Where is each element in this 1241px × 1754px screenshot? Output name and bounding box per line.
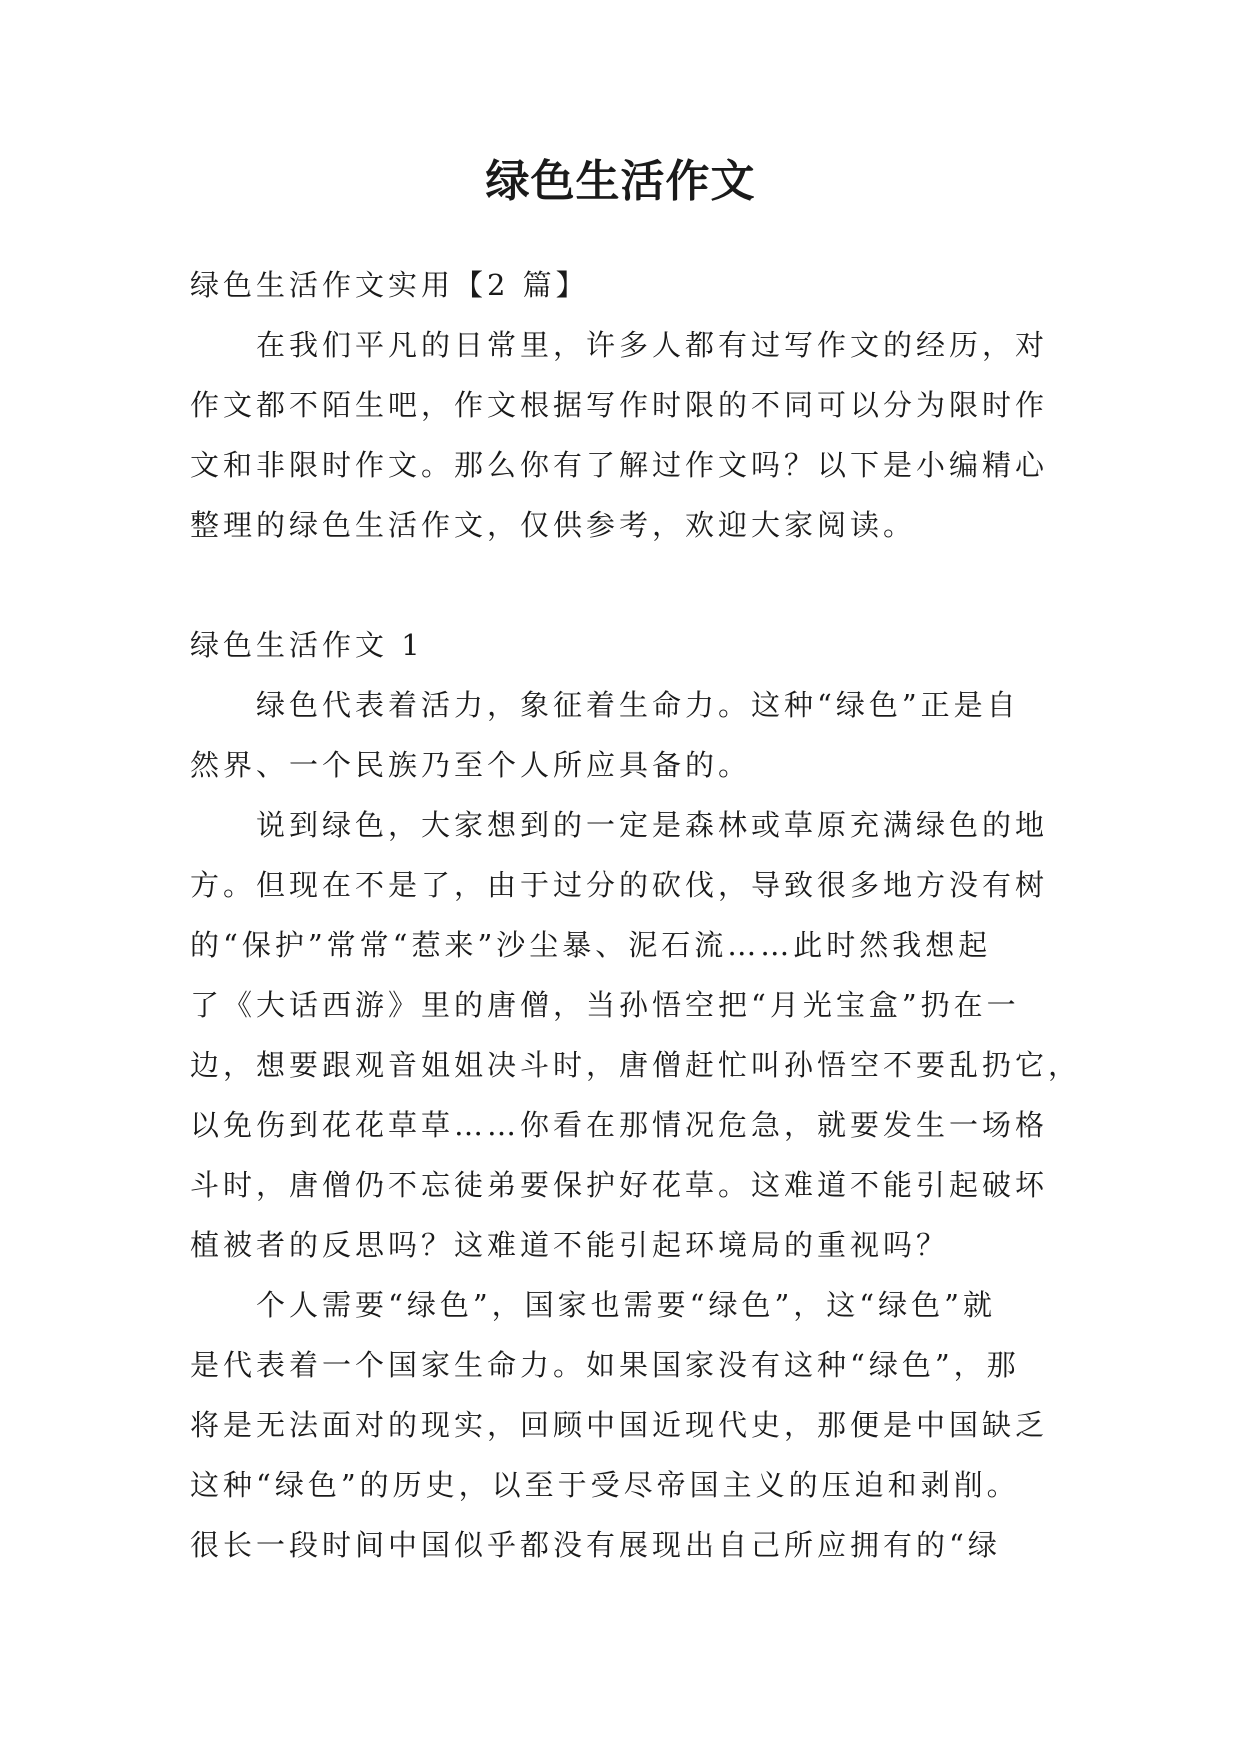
paragraph-3	[190, 1275, 1060, 1575]
paragraph-2	[190, 795, 1082, 1275]
paragraph-line: 然界、一个民族乃至个人所应具备的。	[190, 748, 752, 782]
paragraph-line: 很长一段时间中国似乎都没有展现出自己所应拥有的“绿	[190, 1528, 1001, 1562]
paragraph-line: 说到绿色，大家想到的一定是森林或草原充满绿色的地	[256, 808, 1049, 842]
paragraph-line: 了《大话西游》里的唐僧，当孙悟空把“月光宝盒”扔在一	[190, 988, 1020, 1022]
document-title: 绿色生活作文	[485, 156, 756, 207]
paragraph-line: 个人需要“绿色”，国家也需要“绿色”，这“绿色”就	[256, 1288, 996, 1322]
section-heading: 绿色生活作文 1	[190, 628, 424, 662]
blank-line	[190, 555, 1060, 615]
document-body	[190, 255, 1082, 1575]
paragraph-line: 将是无法面对的现实，回顾中国近现代史，那便是中国缺乏	[190, 1408, 1049, 1442]
paragraph-line: 是代表着一个国家生命力。如果国家没有这种“绿色”，那	[190, 1348, 1020, 1382]
paragraph-line: 这种“绿色”的历史，以至于受尽帝国主义的压迫和剥削。	[190, 1468, 1020, 1502]
subtitle: 绿色生活作文实用【2 篇】	[190, 268, 589, 302]
paragraph-line: 植被者的反思吗？这难道不能引起环境局的重视吗？	[190, 1228, 950, 1262]
intro-paragraph	[190, 315, 1060, 555]
intro-line: 文和非限时作文。那么你有了解过作文吗？以下是小编精心	[190, 448, 1049, 482]
paragraph-line: 绿色代表着活力，象征着生命力。这种“绿色”正是自	[256, 688, 1020, 722]
paragraph-line: 的“保护”常常“惹来”沙尘暴、泥石流……此时然我想起	[190, 928, 992, 962]
intro-line: 作文都不陌生吧，作文根据写作时限的不同可以分为限时作	[190, 388, 1049, 422]
paragraph-line: 边，想要跟观音姐姐决斗时，唐僧赶忙叫孙悟空不要乱扔它，	[190, 1048, 1082, 1082]
paragraph-line: 方。但现在不是了，由于过分的砍伐，导致很多地方没有树	[190, 868, 1049, 902]
paragraph-line: 以免伤到花花草草……你看在那情况危急，就要发生一场格	[190, 1108, 1049, 1142]
intro-line: 在我们平凡的日常里，许多人都有过写作文的经历，对	[256, 328, 1049, 362]
intro-line: 整理的绿色生活作文，仅供参考，欢迎大家阅读。	[190, 508, 917, 542]
paragraph-1	[190, 675, 1060, 795]
paragraph-line: 斗时，唐僧仍不忘徒弟要保护好花草。这难道不能引起破坏	[190, 1168, 1049, 1202]
